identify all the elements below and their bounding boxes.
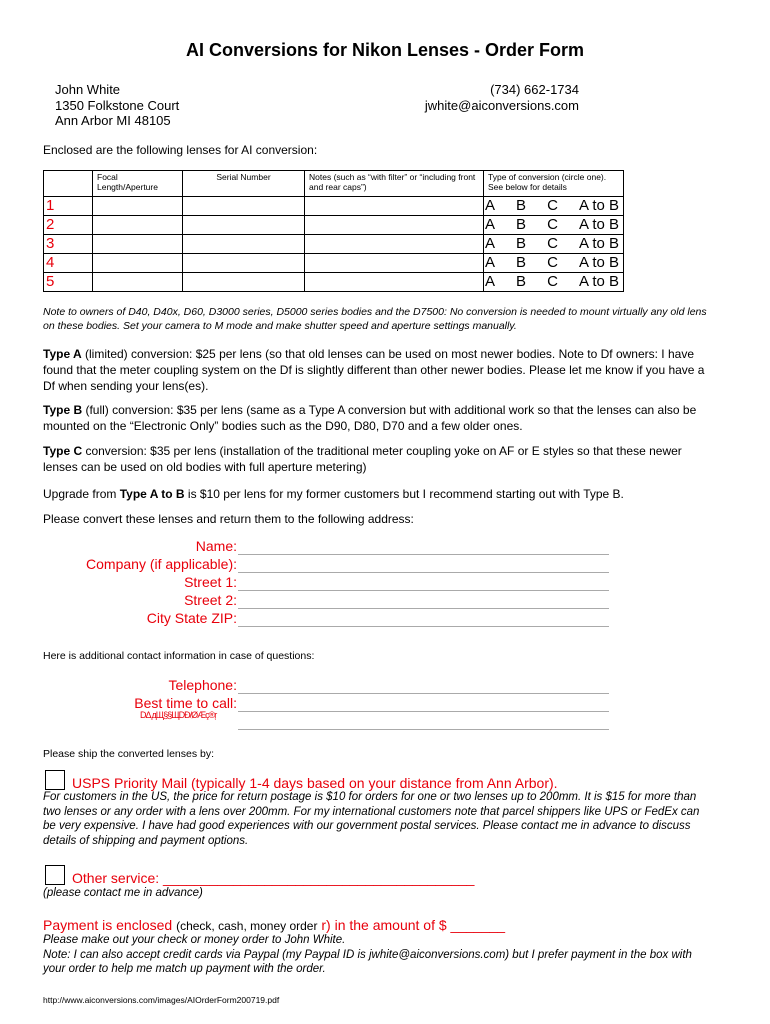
option-a-to-b[interactable]: A to B xyxy=(578,273,619,290)
option-c[interactable]: C xyxy=(547,197,558,214)
table-row xyxy=(44,273,624,292)
notes-input[interactable] xyxy=(305,216,484,235)
option-b[interactable]: B xyxy=(516,273,527,290)
option-c[interactable]: C xyxy=(547,254,558,271)
type-b-paragraph xyxy=(43,402,713,434)
conversion-type[interactable] xyxy=(484,235,624,254)
table-row xyxy=(44,254,624,273)
table-row xyxy=(44,235,624,254)
option-a[interactable]: A xyxy=(485,273,496,290)
other-detail: (please contact me in advance) xyxy=(43,887,203,899)
upgrade-paragraph: Upgrade from Type A to B is $10 per lens for my former customers but I recommend starting out with Type B. xyxy=(43,487,624,501)
type-a-paragraph xyxy=(43,346,713,394)
company-label: Company (if applicable): xyxy=(86,556,237,572)
option-c[interactable]: C xyxy=(547,216,558,233)
option-a-to-b[interactable]: A to B xyxy=(578,216,619,233)
row-number: 2 xyxy=(44,216,93,235)
sender-city: Ann Arbor MI 48105 xyxy=(55,113,171,128)
serial-input[interactable] xyxy=(183,254,305,273)
row-number: 4 xyxy=(44,254,93,273)
type-a-label: Type A xyxy=(43,347,82,361)
usps-checkbox[interactable] xyxy=(45,770,65,790)
sender-phone: (734) 662-1734 xyxy=(490,82,579,97)
serial-input[interactable] xyxy=(183,235,305,254)
serial-input[interactable] xyxy=(183,216,305,235)
type-c-label: Type C xyxy=(43,444,83,458)
contact-text: Here is additional contact information in case of questions: xyxy=(43,650,315,662)
sender-street: 1350 Folkstone Court xyxy=(55,97,180,113)
street2-field[interactable] xyxy=(238,608,609,609)
telephone-field[interactable] xyxy=(238,693,609,694)
sender-name: John White xyxy=(55,82,121,97)
table-row xyxy=(44,216,624,235)
header-type: Type of conversion (circle one). See below for details xyxy=(484,171,624,197)
table-row xyxy=(44,197,624,216)
row-number: 1 xyxy=(44,197,93,216)
type-b-text: (full) conversion: $35 per lens (same as a Type A conversion but with additional work so that the lenses can also be mounted on the “Electronic Only” bodies such as the D90, D80, D70 and a few older ones. xyxy=(43,403,697,433)
serial-input[interactable] xyxy=(183,197,305,216)
conversion-type[interactable] xyxy=(484,197,624,216)
option-b[interactable]: B xyxy=(516,235,527,252)
option-a-to-b[interactable]: A to B xyxy=(578,197,619,214)
option-b[interactable]: B xyxy=(516,254,527,271)
option-b[interactable]: B xyxy=(516,197,527,214)
notes-input[interactable] xyxy=(305,273,484,292)
sender-contact xyxy=(425,82,579,113)
option-b[interactable]: B xyxy=(516,216,527,233)
serial-input[interactable] xyxy=(183,273,305,292)
company-field[interactable] xyxy=(238,572,609,573)
sender-address xyxy=(55,82,179,129)
row-number: 5 xyxy=(44,273,93,292)
other-label: Other service: ________________________________________ xyxy=(72,870,475,886)
page-title: AI Conversions for Nikon Lenses - Order Form xyxy=(185,40,585,60)
header-focal: Focal Length/Aperture xyxy=(93,171,183,197)
ship-text: Please ship the converted lenses by: xyxy=(43,748,215,760)
option-a[interactable]: A xyxy=(485,235,496,252)
option-a-to-b[interactable]: A to B xyxy=(578,235,619,252)
focal-input[interactable] xyxy=(93,216,183,235)
name-field[interactable] xyxy=(238,554,609,555)
lens-table-header xyxy=(44,171,624,197)
lens-table xyxy=(43,170,624,292)
notes-input[interactable] xyxy=(305,197,484,216)
payment-label: Payment is enclosed (check, cash, money order r) in the amount of $ _______ xyxy=(43,917,506,933)
option-c[interactable]: C xyxy=(547,235,558,252)
focal-input[interactable] xyxy=(93,273,183,292)
header-notes: Notes (such as “with filter” or “including front and rear caps”) xyxy=(305,171,484,197)
other-checkbox[interactable] xyxy=(45,865,65,885)
conversion-type[interactable] xyxy=(484,216,624,235)
street1-label: Street 1: xyxy=(184,574,237,590)
return-text: Please convert these lenses and return them to the following address: xyxy=(43,512,414,526)
option-a[interactable]: A xyxy=(485,197,496,214)
option-a-to-b[interactable]: A to B xyxy=(578,254,619,271)
garbled-text: DΔ дЩ§§ЩDÐ/ØÆç®ŗ xyxy=(140,710,217,720)
option-a[interactable]: A xyxy=(485,254,496,271)
notes-input[interactable] xyxy=(305,254,484,273)
name-label: Name: xyxy=(195,538,237,554)
best-time-label: Best time to call: xyxy=(134,695,237,711)
payment-instructions: Please make out your check or money order to John White. Note: I can also accept credit cards via Paypal (my Paypal ID is jwhite@aiconversions.com) but I prefer payment in the box with your order to help me match up payment with the order. xyxy=(43,934,692,975)
best-time-field[interactable] xyxy=(238,711,609,712)
option-c[interactable]: C xyxy=(547,273,558,290)
type-c-paragraph xyxy=(43,443,713,475)
conversion-type[interactable] xyxy=(484,273,624,292)
row-number: 3 xyxy=(44,235,93,254)
option-a[interactable]: A xyxy=(485,216,496,233)
street1-field[interactable] xyxy=(238,590,609,591)
sender-email[interactable]: jwhite@aiconversions.com xyxy=(424,97,579,113)
note-owners: Note to owners of D40, D40x, D60, D3000 series, D5000 series bodies and the D7500: No conversion is needed to mount virtually any old lens on these bodies. Set your camera to M mode and make shutter speed and aperture settings manually. xyxy=(43,306,707,332)
telephone-label: Telephone: xyxy=(168,677,237,693)
focal-input[interactable] xyxy=(93,235,183,254)
notes-input[interactable] xyxy=(305,235,484,254)
type-a-text: (limited) conversion: $25 per lens (so that old lenses can be used on most newer bodies. Note to Df owners: I have found that the meter coupling system on the Df is slightly different than other newer bodies. Please let me know if you have a Df when sending your lens(es). xyxy=(43,347,705,393)
street2-label: Street 2: xyxy=(184,592,237,608)
city-label: City State ZIP: xyxy=(146,610,237,626)
focal-input[interactable] xyxy=(93,254,183,273)
usps-detail: For customers in the US, the price for return postage is $10 for orders for one or two lenses up to 200mm. It is $15 for more than two lenses or any order with a lens over 200mm. For my international customers note that parcel shippers like UPS or FedEx can be very expensive. I have had good experiences with our government postal services. Please contact me in advance to discuss details of shipping and payment options. xyxy=(43,791,700,847)
type-c-text: conversion: $35 per lens (installation of the traditional meter coupling yoke on AF or E styles so that these newer lenses can be used on old bodies with full aperture metering) xyxy=(43,444,682,474)
focal-input[interactable] xyxy=(93,197,183,216)
usps-label: USPS Priority Mail (typically 1-4 days based on your distance from Ann Arbor). xyxy=(72,775,558,791)
enclosed-text: Enclosed are the following lenses for AI conversion: xyxy=(43,143,318,157)
type-b-label: Type B xyxy=(43,403,83,417)
header-serial: Serial Number xyxy=(183,171,305,197)
city-field[interactable] xyxy=(238,626,609,627)
extra-contact-field[interactable] xyxy=(238,729,609,730)
footer-url[interactable]: http://www.aiconversions.com/images/AIOrderForm200719.pdf xyxy=(43,995,280,1005)
conversion-type[interactable] xyxy=(484,254,624,273)
